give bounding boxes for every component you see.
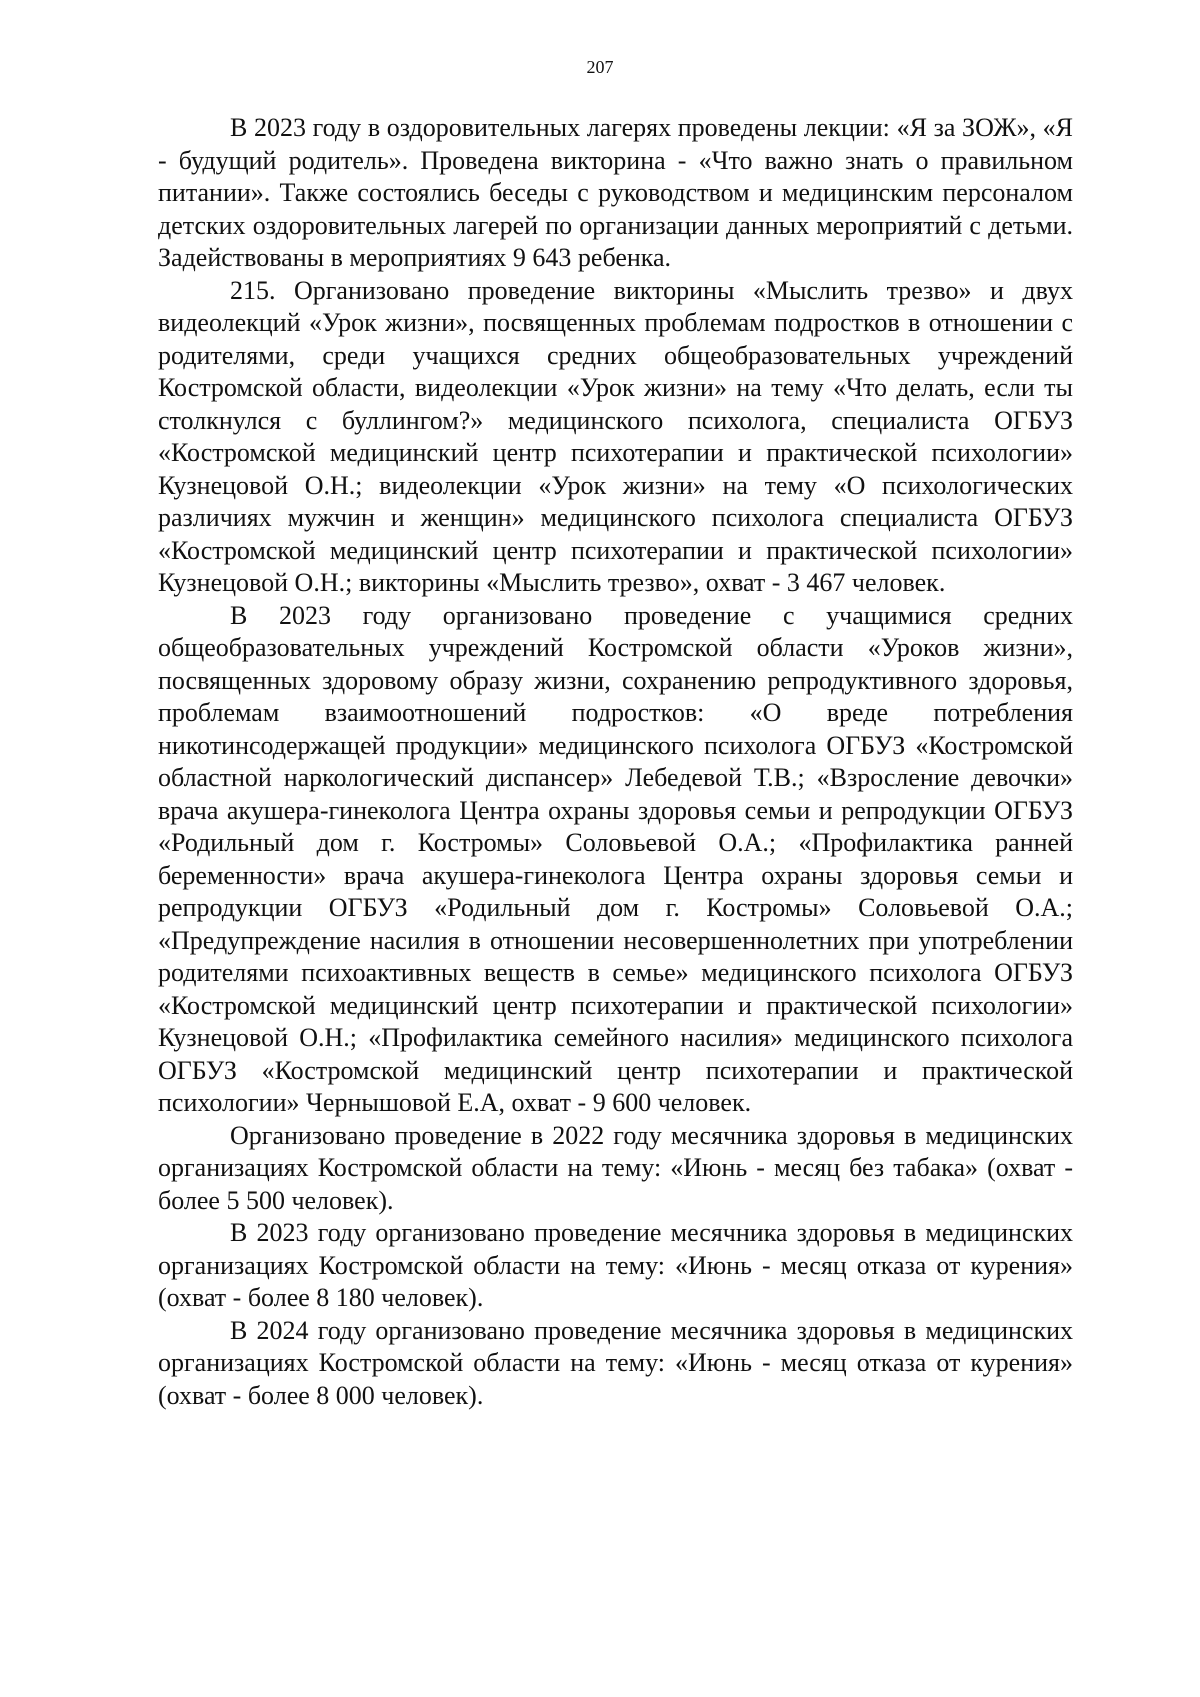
paragraph-lessons-of-life-2023: В 2023 году организовано проведение с учащимися средних общеобразовательных учреждений Костромской области «Уроков жизни», посвященных здоровому образу жизни, сохранению репродуктивного здоровья, проблемам взаимоотношений подростков: «О вреде потребления никотинсодержащей продукции» медицинского психолога ОГБУЗ «Костромской областной наркологический диспансер» Лебедевой Т.В.; «Взросление девочки» врача акушера-гинеколога Центра охраны здоровья семьи и репродукции ОГБУЗ «Родильный дом г. Костромы» Соловьевой О.А.; «Профилактика ранней беременности» врача акушера-гинеколога Центра охраны здоровья семьи и репродукции ОГБУЗ «Родильный дом г. Костромы» Соловьевой О.А.; «Предупреждение насилия в отношении несовершеннолетних при употреблении родителями психоактивных веществ в семье» медицинского психолога ОГБУЗ «Костромской медицинский центр психотерапии и практической психологии» Кузнецовой О.Н.; «Профилактика семейного насилия» медицинского психолога ОГБУЗ «Костромской медицинский центр психотерапии и практической психологии» Чернышовой Е.А, охват - 9 600 человек. [158,600,1073,1117]
paragraph-health-month-2023: В 2023 году организовано проведение месячника здоровья в медицинских организациях Костромской области на тему: «Июнь - месяц отказа от курения» (охват - более 8 180 человек). [158,1218,1073,1312]
paragraph-health-month-2024: В 2024 году организовано проведение месячника здоровья в медицинских организациях Костромской области на тему: «Июнь - месяц отказа от курения» (охват - более 8 000 человек). [158,1315,1073,1410]
page-number: 207 [586,57,614,77]
paragraph-camp-lectures: В 2023 году в оздоровительных лагерях проведены лекции: «Я за ЗОЖ», «Я - будущий родитель». Проведена викторина - «Что важно знать о правильном питании». Также состоялись беседы с руководством и медицинским персоналом детских оздоровительных лагерей по организации данных мероприятий с детьми. Задействованы в мероприятиях 9 643 ребенка. [158,113,1073,272]
body-text [158,112,1073,1412]
paragraph-item-215: 215. Организовано проведение викторины «Мыслить трезво» и двух видеолекций «Урок жизни», посвященных проблемам подростков в отношении с родителями, среди учащихся средних общеобразовательных учреждений Костромской области, видеолекции «Урок жизни» на тему «Что делать, если ты столкнулся с буллингом?» медицинского психолога, специалиста ОГБУЗ «Костромской медицинский центр психотерапии и практической психологии» Кузнецовой О.Н.; видеолекции «Урок жизни» на тему «О психологических различиях мужчин и женщин» медицинского психолога специалиста ОГБУЗ «Костромской медицинский центр психотерапии и практической психологии» Кузнецовой О.Н.; викторины «Мыслить трезво», охват - 3 467 человек. [158,275,1073,597]
paragraph-health-month-2022: Организовано проведение в 2022 году месячника здоровья в медицинских организациях Костромской области на тему: «Июнь - месяц без табака» (охват - более 5 500 человек). [158,1120,1073,1215]
